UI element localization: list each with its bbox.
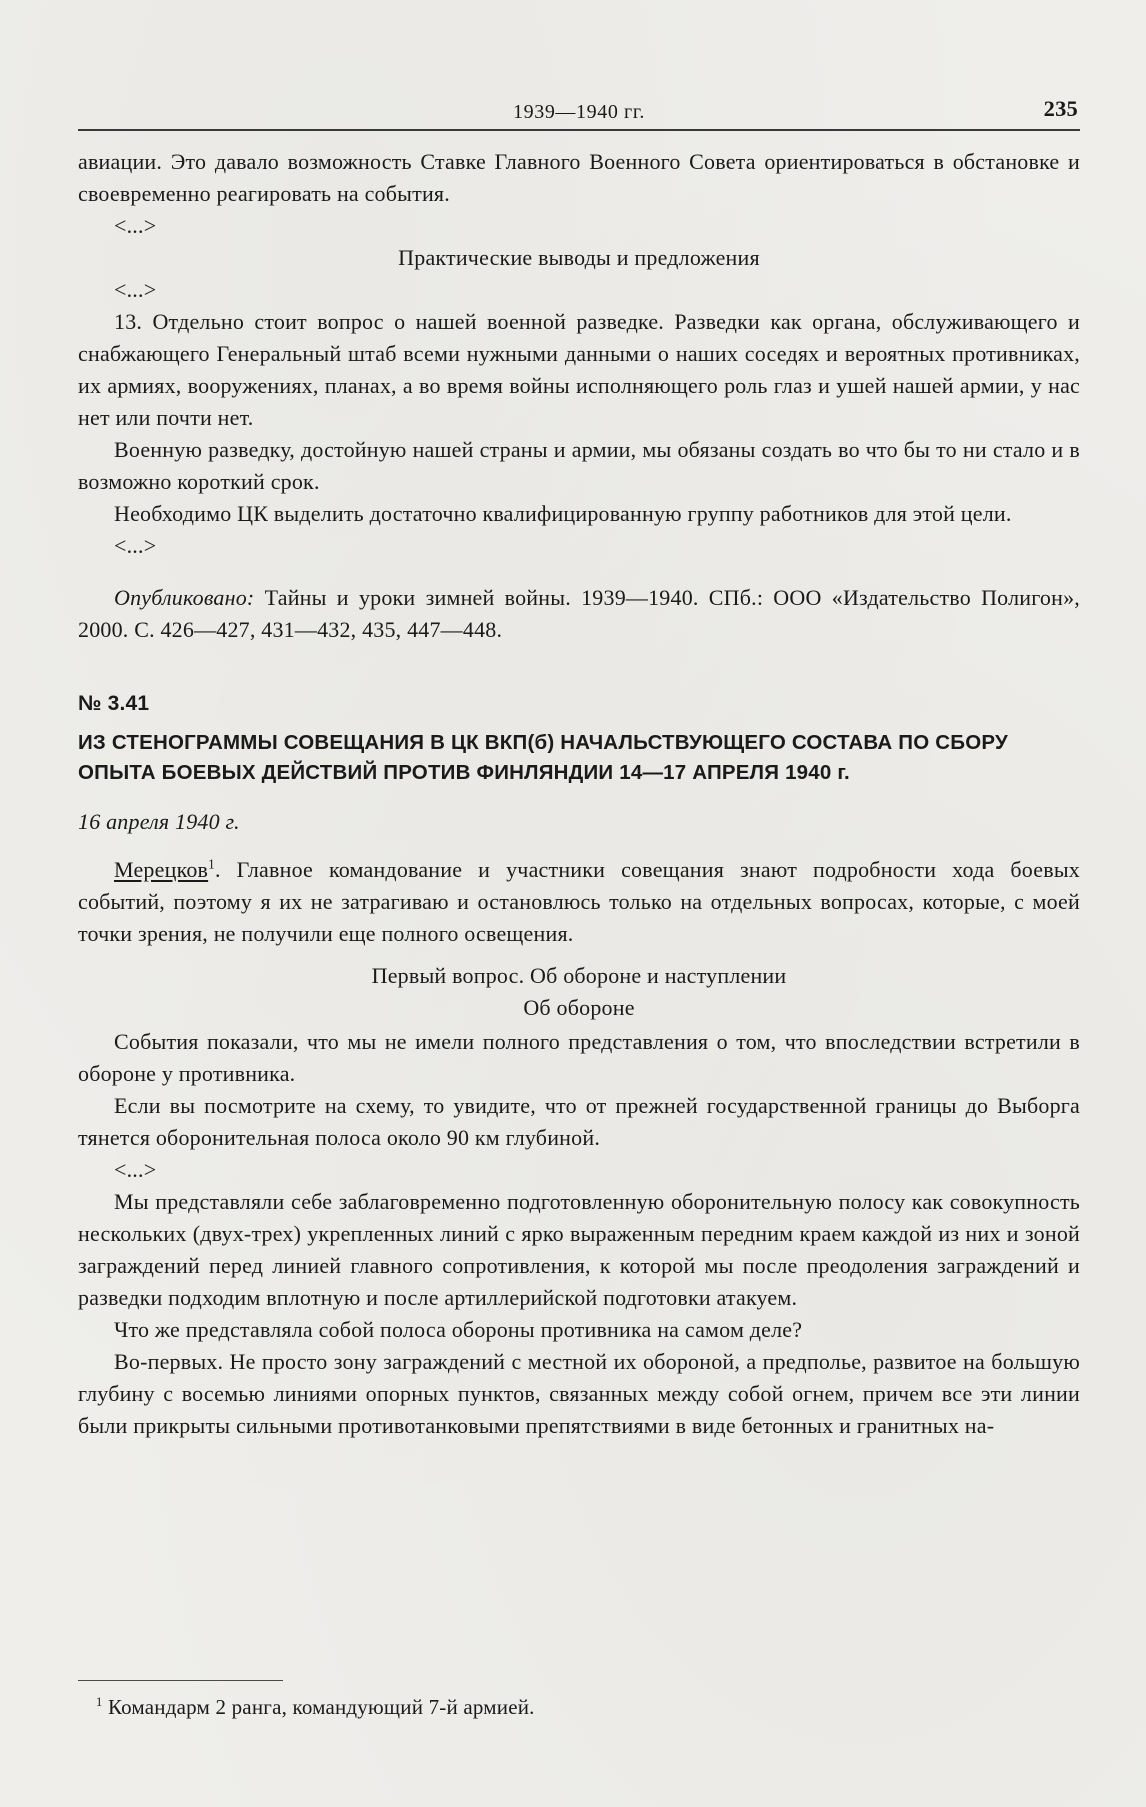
paragraph-central-committee: Необходимо ЦК выделить достаточно квалифицированную группу работников для этой цели.: [114, 501, 1012, 526]
paragraph-military-intelligence: Военную разведку, достойную нашей страны и армии, мы обязаны создать во что бы то ни стало и в возможно короткий срок.: [78, 437, 1080, 494]
heading-on-defense: Об обороне: [523, 995, 635, 1020]
subheading-practical-conclusions: Практические выводы и предложения: [398, 245, 760, 270]
header-rule: [78, 129, 1080, 131]
footnote-area: [78, 1680, 1080, 1723]
running-title: 1939—1940 гг.: [513, 101, 645, 123]
document-3-41: [78, 688, 1080, 1442]
paragraph-events: События показали, что мы не имели полного представления о том, что впоследствии встретили в обороне у противника.: [78, 1029, 1080, 1086]
speaker-speech: . Главное командование и участники совещания знают подробности хода боевых событий, поэтому я их не затрагиваю и остановлюсь только на отдельных вопросах, которые, с моей точки зрения, не получили еще полного освещения.: [78, 857, 1080, 946]
paragraph-question: Что же представляла собой полоса обороны противника на самом деле?: [114, 1317, 803, 1342]
heading-first-question: Первый вопрос. Об обороне и наступлении: [371, 963, 787, 988]
continuation-paragraph: авиации. Это давало возможность Ставке Главного Военного Совета ориентироваться в обстановке и своевременно реагировать на события.: [78, 149, 1080, 206]
page-header: [78, 96, 1080, 126]
document-date: 16 апреля 1940 г.: [78, 809, 240, 834]
omission-marker: <...>: [114, 277, 157, 302]
page-content: [78, 96, 1080, 1442]
footnote-reference-mark: 1: [208, 856, 215, 872]
page-number: 235: [1043, 96, 1078, 121]
paragraph-scheme: Если вы посмотрите на схему, то увидите, что от прежней государственной границы до Выборга тянется оборонительная полоса около 90 км глубиной.: [78, 1093, 1080, 1150]
footnote-rule: [78, 1680, 283, 1681]
publication-note: [78, 582, 1080, 646]
footnote-mark: 1: [96, 1695, 103, 1709]
footnote-body: Командарм 2 ранга, командующий 7-й армией.: [102, 1695, 535, 1719]
paragraph-firstly: Во-первых. Не просто зону заграждений с местной их обороной, а предполье, развитое на большую глубину с восемью линиями опорных пунктов, связанных между собой огнем, причем все эти линии были прикрыты сильными противотанковыми препятствиями в виде бетонных и гранитных на-: [78, 1349, 1080, 1438]
paragraph-meretskov-intro: [78, 854, 1080, 950]
publication-label: Опубликовано:: [114, 585, 255, 610]
document-number: № 3.41: [78, 692, 150, 715]
paragraph-item-13: 13. Отдельно стоит вопрос о нашей военной разведке. Разведки как органа, обслуживающего и снабжающего Генеральный штаб всеми нужными данными о наших соседях и вероятных противниках, их армиях, вооружениях, планах, а во время войны исполняющего роль глаз и ушей нашей армии, у нас нет или почти нет.: [78, 309, 1080, 430]
omission-marker: <...>: [114, 213, 157, 238]
omission-marker: <...>: [114, 1157, 157, 1182]
document-title: ИЗ СТЕНОГРАММЫ СОВЕЩАНИЯ В ЦК ВКП(б) НАЧАЛЬСТВУЮЩЕГО СОСТАВА ПО СБОРУ ОПЫТА БОЕВЫХ ДЕЙСТВИЙ ПРОТИВ ФИНЛЯНДИИ 14—17 АПРЕЛЯ 1940 г.: [78, 731, 1008, 784]
publication-details: Тайны и уроки зимней войны. 1939—1940. СПб.: ООО «Издательство Полигон», 2000. С. 426—427, 431—432, 435, 447—448.: [78, 585, 1080, 642]
omission-marker: <...>: [114, 533, 157, 558]
paragraph-imagined-defense: Мы представляли себе заблаговременно подготовленную оборонительную полосу как совокупность нескольких (двух-трех) укрепленных линий с ярко выраженным передним краем каждой из них и зоной заграждений перед линией главного сопротивления, к которой мы после преодоления заграждений и разведки подходим вплотную и после артиллерийской подготовки атакуем.: [78, 1189, 1080, 1310]
footnote-text: [78, 1691, 1080, 1723]
speaker-name: Мерецков: [114, 857, 209, 882]
